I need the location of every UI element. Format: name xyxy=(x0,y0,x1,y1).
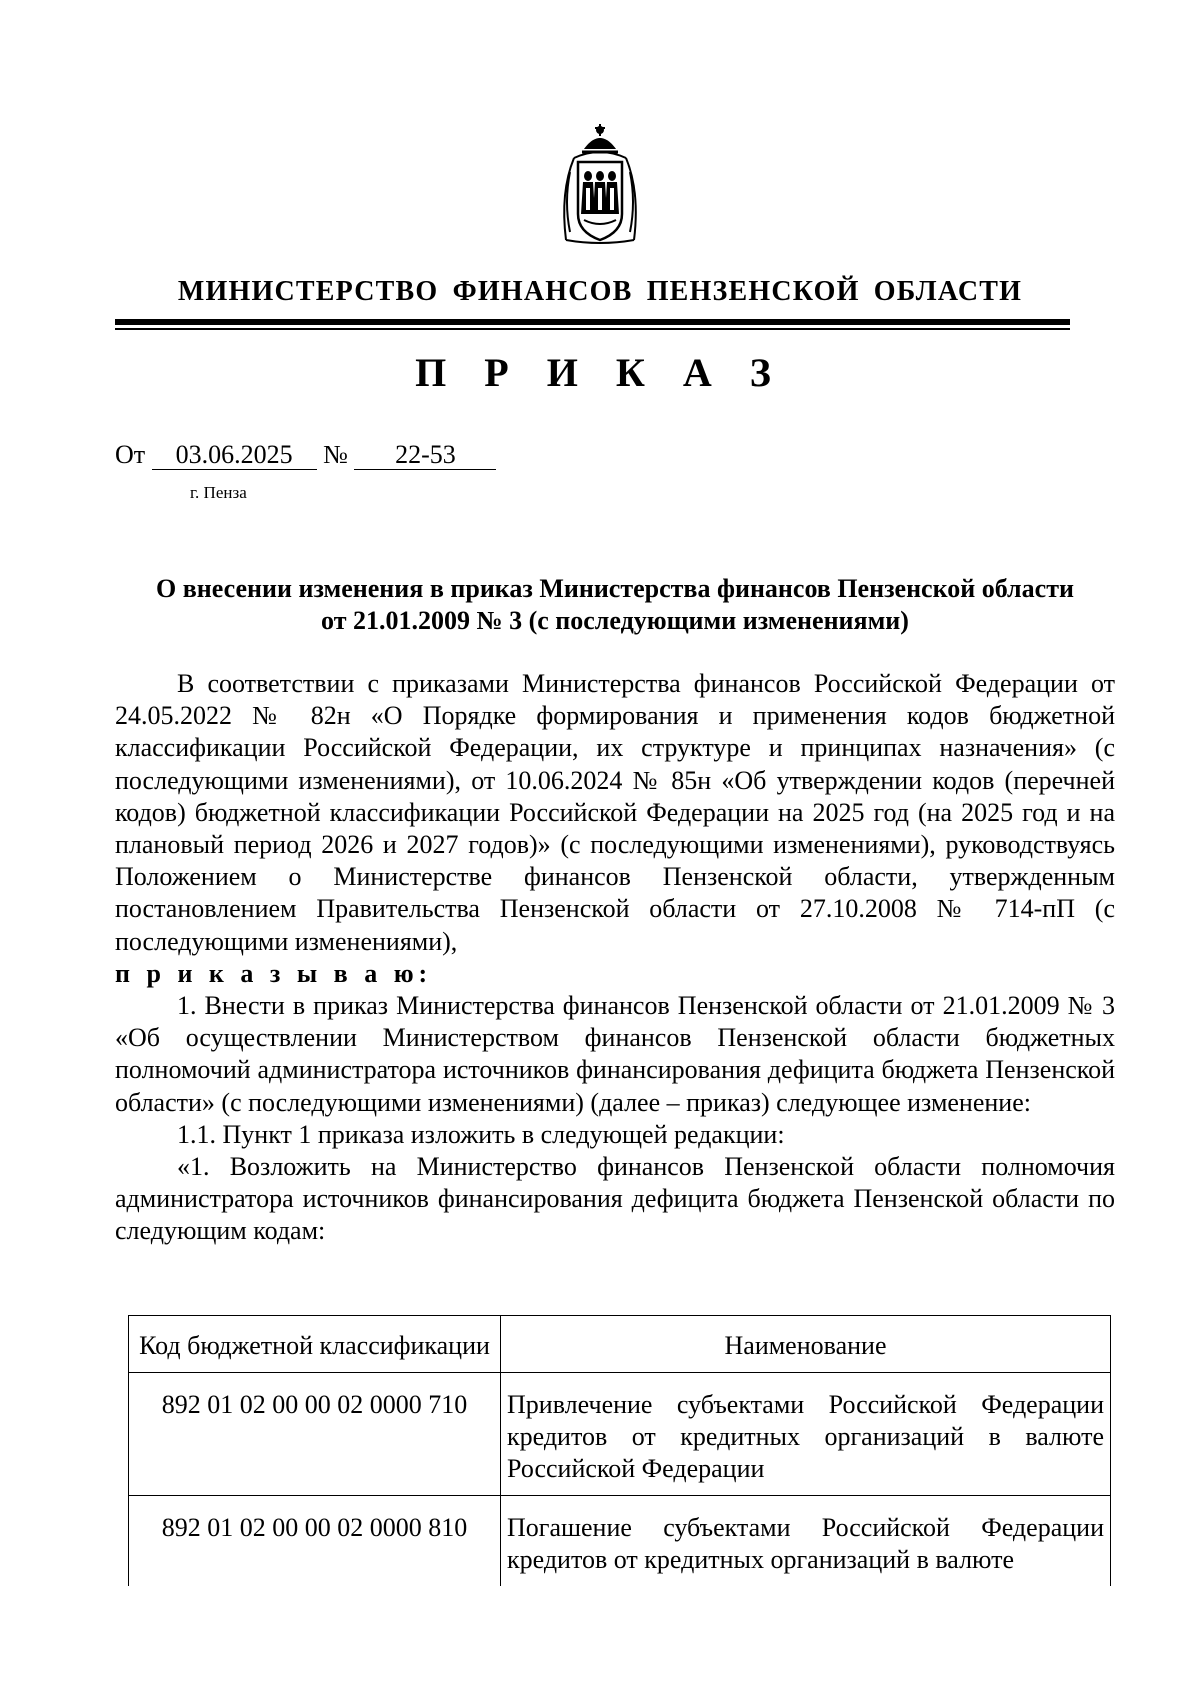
subject-line-2: от 21.01.2009 № 3 (с последующими изменениями) xyxy=(321,606,909,635)
order-date: 03.06.2025 xyxy=(152,441,317,470)
city-label: г. Пенза xyxy=(190,483,247,502)
quoted-item-paragraph: «1. Возложить на Министерство финансов Пензенской области полномочия администратора источников финансирования дефицита бюджета Пензенской области по следующим кодам: xyxy=(115,1152,1115,1246)
penza-coat-of-arms-icon xyxy=(552,122,648,250)
order-number: 22-53 xyxy=(354,441,496,470)
header-rule-thick xyxy=(115,319,1070,325)
column-header-name: Наименование xyxy=(501,1316,1111,1373)
column-header-code: Код бюджетной классификации xyxy=(129,1316,501,1373)
order-body xyxy=(115,668,1115,1248)
table-cell-name: Привлечение субъектами Российской Федерации кредитов от кредитных организаций в валюте Российской Федерации xyxy=(501,1373,1111,1496)
table-row xyxy=(129,1373,1111,1496)
preamble-paragraph: В соответствии с приказами Министерства финансов Российской Федерации от 24.05.2022 № 82н «О Порядке формирования и применения кодов бюджетной классификации Российской Федерации, их структуре и принципах назначения» (с последующими изменениями), от 10.06.2024 № 85н «Об утверждении кодов (перечней кодов) бюджетной классификации Российской Федерации на 2025 год (на 2025 год и на плановый период 2026 и 2027 годов)» (с последующими изменениями), руководствуясь Положением о Министерстве финансов Пензенской области, утвержденным постановлением Правительства Пензенской области от 27.10.2008 № 714-пП (с последующими изменениями), xyxy=(115,669,1115,956)
order-date-number-line xyxy=(115,440,496,470)
table-cell-name xyxy=(501,1496,1111,1587)
header-rule-thin xyxy=(115,328,1070,330)
table-header-row xyxy=(129,1316,1111,1373)
table-cell-code xyxy=(129,1496,501,1587)
order-word-paragraph xyxy=(115,958,1115,990)
table-cell-code: 892 01 02 00 00 02 0000 710 xyxy=(129,1373,501,1496)
from-label: От xyxy=(115,440,146,469)
order-subject xyxy=(115,573,1115,637)
item-1-paragraph: 1. Внести в приказ Министерства финансов Пензенской области от 21.01.2009 № 3 «Об осуществлении Министерством финансов Пензенской области бюджетных полномочий администратора источников финансирования дефицита бюджета Пензенской области» (с последующими изменениями) (далее – приказ) следующее изменение: xyxy=(115,991,1115,1117)
subject-line-1: О внесении изменения в приказ Министерства финансов Пензенской области xyxy=(156,574,1074,603)
item-1-1-paragraph: 1.1. Пункт 1 приказа изложить в следующей редакции: xyxy=(177,1119,785,1149)
table-cell-name-text: Погашение субъектами Российской Федерации кредитов от кредитных организаций в валюте xyxy=(507,1513,1104,1574)
table-cell-code-text: 892 01 02 00 00 02 0000 810 xyxy=(161,1513,468,1542)
budget-codes-table xyxy=(128,1315,1111,1586)
document-type-title: П Р И К А З xyxy=(415,350,785,395)
ministry-name: МИНИСТЕРСТВО ФИНАНСОВ ПЕНЗЕНСКОЙ ОБЛАСТИ xyxy=(177,276,1023,307)
order-word: п р и к а з ы в а ю: xyxy=(115,958,433,988)
number-label: № xyxy=(323,440,348,469)
table-row xyxy=(129,1496,1111,1587)
